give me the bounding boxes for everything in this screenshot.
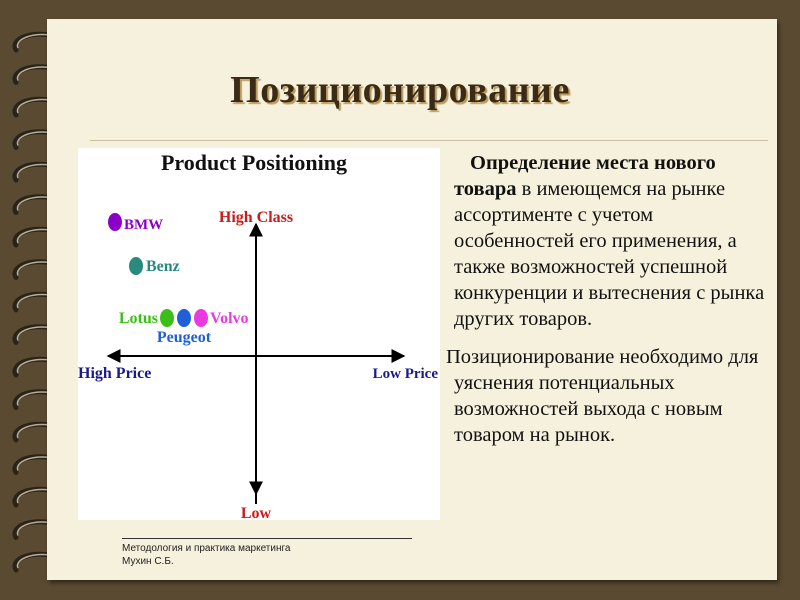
axis-label-bottom: Low [240,505,272,520]
point-benz [129,257,143,275]
point-label-volvo: Volvo [210,310,249,327]
paragraph-definition [440,150,775,332]
point-peugeot [177,309,191,327]
slide-footer [122,538,412,568]
definition-rest: в имеющемся на рынке ассортименте с учетом особенностей его применения, а также возможностей успешной конкуренции и вытеснения с рынка других товаров. [454,178,765,330]
definition-bold: Определение места нового товара [454,152,716,200]
point-label-bmw: BMW [124,217,164,233]
title-divider [90,140,768,141]
footer-author: Мухин С.Б. [122,556,174,567]
point-lotus [160,309,174,327]
positioning-chart [78,148,440,520]
chart-title: Product Positioning [160,150,348,175]
slide-body [440,150,775,448]
slide-title: Позиционирование [230,69,570,111]
axis-label-left: High Price [78,365,152,382]
axis-label-top: High Class [218,209,294,226]
axis-label-right: Low Price [372,366,438,382]
point-label-lotus: Lotus [118,310,158,327]
paragraph-purpose: Позиционирование необходимо для уяснения потенциальных возможностей выхода с новым товаром на рынок. [446,346,759,446]
footer-course: Методология и практика маркетинга [122,543,291,554]
point-label-benz: Benz [146,258,180,275]
footer-rule [122,538,412,539]
point-label-peugeot: Peugeot [156,329,212,346]
point-bmw [108,213,122,231]
point-volvo [194,309,208,327]
